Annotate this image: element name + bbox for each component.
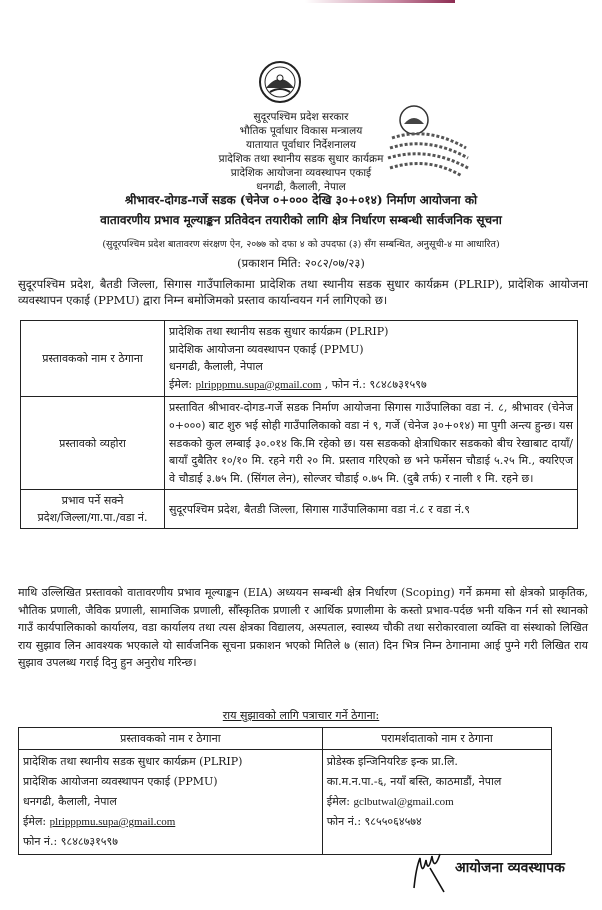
header-line: भौतिक पूर्वाधार विकास मन्त्रालय [239,125,363,137]
affected-label-line: प्रदेश/जिल्ला/गा.पा./वडा नं. [37,511,148,525]
table-row [21,397,578,490]
email-label: ईमेल: [23,815,47,828]
table-row [21,490,578,529]
phone-label: , फोन नं.: [324,377,367,391]
office-header [0,110,602,194]
phone-row [23,832,318,852]
header-line: धनगढी, कैलाली, नेपाल [256,181,346,193]
header-line: प्रादेशिक आयोजना व्यवस्थापन एकाई [230,167,372,179]
phone-label: फोन नं.: [23,835,58,848]
header-line: सुदूरपश्चिम प्रदेश सरकार [253,111,349,123]
legal-basis: (सुदूरपश्चिम प्रदेश बातावरण संरक्षण ऐन, २०७७ को दफा ४ को उपदफा (३) सँग सम्बन्धित, अनुसूची-४ मा आधारित) [102,239,500,250]
table-row [19,750,552,855]
publication-date: (प्रकाशन मिति: २०८२/०७/२३) [237,256,365,270]
phone-number: ९८५५०६४५७४ [364,815,422,828]
email-label: ईमेल: [326,795,350,808]
affected-area-label [21,490,165,529]
address-line: प्रोडेस्क इन्जिनियरिङ इन्क प्रा.लि. [326,755,458,768]
address-line: प्रादेशिक तथा स्थानीय सडक सुधार कार्यक्रम (PLRIP) [23,755,243,768]
proponent-line: प्रादेशिक तथा स्थानीय सडक सुधार कार्यक्रम (PLRIP) [169,325,389,338]
email-row [327,792,547,812]
affected-label-line: प्रभाव पर्ने सक्ने [61,494,124,508]
email-address[interactable]: gclbutwal@gmail.com [353,796,454,808]
proponent-address [19,750,323,855]
address-line: प्रादेशिक आयोजना व्यवस्थापन एकाई (PPMU) [23,775,218,788]
table-row [21,321,578,397]
col-header-proponent: प्रस्तावकको नाम र ठेगाना [19,728,323,750]
header-line: यातायात पूर्वाधार निर्देशनालय [246,139,356,151]
col-header-consultant: परामर्शदाताको नाम र ठेगाना [322,728,551,750]
email-link[interactable]: plripppmu.supa@gmail.com [49,816,176,828]
phone-row [327,812,547,832]
signature-icon [410,848,450,894]
proposal-table [20,320,578,529]
signatory-title: आयोजना व्यवस्थापक [455,860,565,876]
notice-title-line1: श्रीभावर-दोगड-गर्जे सडक (चेनेज ०+००० देखि ३०+०१४) निर्माण आयोजना को [124,193,478,207]
proponent-label: प्रस्तावकको नाम र ठेगाना [21,321,165,397]
consultant-address [322,750,551,855]
proponent-value [165,321,578,397]
header-line: प्रादेशिक तथा स्थानीय सडक सुधार कार्यक्रम [218,153,384,165]
notice-title-line2: वातावरणीय प्रभाव मूल्याङ्कन प्रतिवेदन तयारीको लागि क्षेत्र निर्धारण सम्बन्धी सार्वजनिक सूचना [100,213,502,227]
description-label: प्रस्तावको व्यहोरा [21,397,165,490]
office-stamp-icon [378,98,478,182]
table-header-row [19,728,552,750]
nepal-emblem-icon [256,58,304,106]
correspondence-table [18,727,552,855]
top-edge-strip [305,0,455,3]
address-line: धनगढी, कैलाली, नेपाल [23,795,117,808]
email-link[interactable]: plripppmu.supa@gmail.com [195,378,322,391]
phone-number: ९८४८७३१५९७ [369,377,427,391]
proponent-line: प्रादेशिक आयोजना व्यवस्थापन एकाई (PPMU) [169,342,364,356]
phone-number: ९८४८७३१५९७ [60,835,118,848]
affected-area-value: सुदूरपश्चिम प्रदेश, बैतडी जिल्ला, सिगास गाउँपालिकामा वडा नं.८ र वडा नं.९ [165,490,578,529]
description-value: प्रस्तावित श्रीभावर-दोगड-गर्जे सडक निर्माण आयोजना सिगास गाउँपालिका वडा नं. ८, श्रीभावर (चेनेज ०+०००) बाट शुरु भई सोही गाउँपालिकाको वडा नं ९, गर्जे (चेनेज ३०+०१४) मा पुगी अन्त्य हुन्छ। यस सडकको कुल लम्बाई ३०.०१४ कि.मि रहेको छ। यस सडकको क्षेत्राधिकार सडकको बीच रेखाबाट दायाँ/बायाँ दुबैतिर १०/१० मि. रहने गरी २० मि. प्रस्ताव गरिएको छ भने फर्मेसन चौडाई ५.२५ मि., क्यरिएज वे चौडाई ३.७५ मि. (सिंगल लेन), सोल्जर चौडाई ०.७५ मि. (दुबै तर्फ) र नाली १ मि. रहने छ। [165,397,578,490]
proponent-line: धनगढी, कैलाली, नेपाल [169,360,263,374]
correspondence-heading: राय सुझावको लागि पत्राचार गर्ने ठेगाना: [222,709,380,722]
phone-label: फोन नं.: [326,815,362,828]
email-label: ईमेल: [169,377,193,391]
proponent-contact [169,376,573,395]
body-paragraph: माथि उल्लिखित प्रस्तावको वातावरणीय प्रभाव मूल्याङ्कन (EIA) अध्ययन सम्बन्धी क्षेत्र निर्धारण (Scoping) गर्ने क्रममा सो क्षेत्रको प्राकृतिक, भौतिक प्रणाली, जैविक प्रणाली, सामाजिक प्रणाली, सौँस्कृतिक प्रणाली र आर्थिक प्रणालीमा के कस्तो प्रभाव-पर्दछ भनी यकिन गर्न सो स्थानको गाउँ कार्यपालिकाको कार्यालय, वडा कार्यालय तथा त्यस क्षेत्रका विद्यालय, अस्पताल, स्वास्थ्य चौकी तथा सरोकारवाला व्यक्ति वा संस्थाको लिखित राय सुझाव लिन आवश्यक भएकाले यो सार्वजनिक सूचना प्रकाशन भएको मितिले ७ (सात) दिन भित्र निम्न ठेगानामा आई पुग्ने गरी लिखित राय सुझाव उपलब्ध गराई दिनु हुन अनुरोध गरिन्छ। [18,586,588,670]
email-row [23,812,318,832]
address-line: का.म.न.पा.-६, नयाँ बस्ति, काठमाडौं, नेपाल [326,775,502,788]
intro-paragraph: सुदूरपश्चिम प्रदेश, बैतडी जिल्ला, सिगास गाउँपालिकामा प्रादेशिक तथा स्थानीय सडक सुधार कार्यक्रम (PLRIP), प्रादेशिक आयोजना व्यवस्थापन एकाई (PPMU) द्वारा निम्न बमोजिमको प्रस्ताव कार्यान्वयन गर्न लागिएको छ। [18,277,588,307]
